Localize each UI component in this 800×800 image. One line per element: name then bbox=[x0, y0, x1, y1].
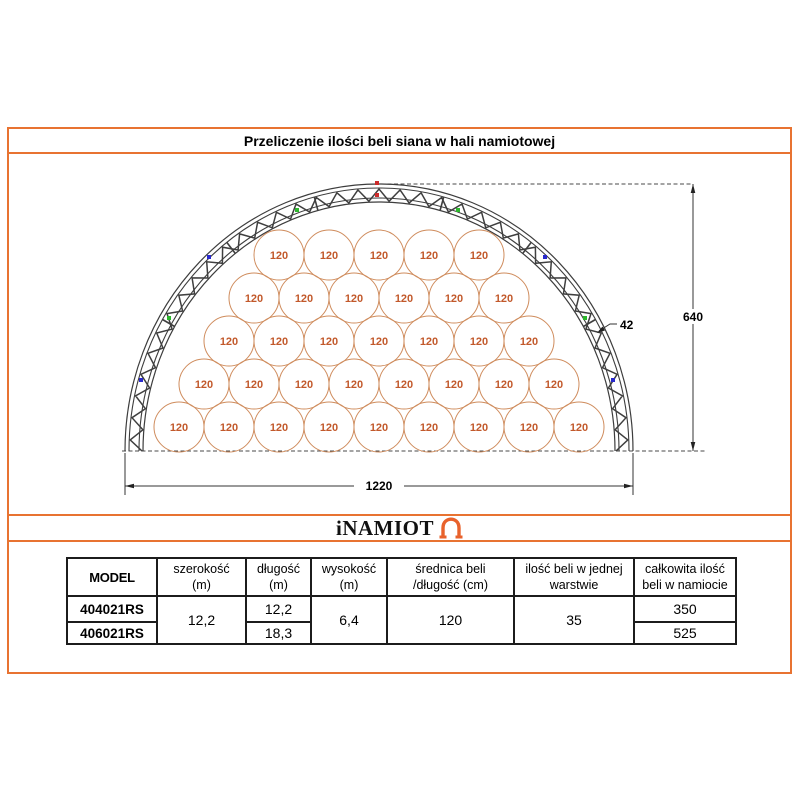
table-row bbox=[67, 596, 736, 622]
dimension-label: 1220 bbox=[365, 479, 393, 493]
truss-chord-arc bbox=[139, 198, 619, 451]
bale-diameter-label: 120 bbox=[244, 379, 264, 391]
bale-diameter-label: 120 bbox=[169, 422, 189, 434]
cell-model-406021RS: 406021RS bbox=[67, 622, 157, 644]
bale-diameter-label: 120 bbox=[494, 379, 514, 391]
cell-model-404021RS: 404021RS bbox=[67, 596, 157, 622]
bale-diameter-label: 120 bbox=[569, 422, 589, 434]
bale-diameter-label: 120 bbox=[369, 422, 389, 434]
bale-diameter-label: 120 bbox=[494, 293, 514, 305]
node-marker bbox=[375, 181, 379, 185]
bale-diameter-label: 120 bbox=[469, 422, 489, 434]
cell-calkowita-1: 350 bbox=[634, 596, 736, 622]
bale-diameter-label: 120 bbox=[394, 379, 414, 391]
bale-diameter-label: 120 bbox=[544, 379, 564, 391]
header-line: wysokość bbox=[321, 562, 377, 576]
content-frame bbox=[7, 127, 792, 674]
bale-diameter-label: 120 bbox=[419, 422, 439, 434]
header-line: (m) bbox=[192, 578, 211, 592]
header-line: warstwie bbox=[549, 578, 599, 592]
bale-diameter-label: 120 bbox=[219, 336, 239, 348]
cell-dlugosc-1: 12,2 bbox=[246, 596, 311, 622]
node-marker bbox=[543, 255, 547, 259]
bale-diameter-label: 120 bbox=[319, 336, 339, 348]
header-line: beli w namiocie bbox=[642, 578, 728, 592]
bale-diameter-label: 120 bbox=[319, 422, 339, 434]
bale-diameter-label: 120 bbox=[269, 422, 289, 434]
cell-wysokosc: 6,4 bbox=[311, 596, 387, 644]
cell-szerokosc: 12,2 bbox=[157, 596, 246, 644]
node-marker bbox=[375, 193, 379, 197]
col-header-calkowita bbox=[634, 558, 736, 596]
header-line: średnica beli bbox=[415, 562, 486, 576]
tent-arch-icon bbox=[439, 517, 463, 539]
truss-chord-arc bbox=[129, 188, 629, 451]
logo-band bbox=[9, 516, 790, 542]
header-line: (m) bbox=[269, 578, 288, 592]
node-marker bbox=[456, 208, 460, 212]
dimension-arrowhead bbox=[691, 442, 696, 451]
spec-table bbox=[66, 557, 737, 645]
bale-diameter-label: 120 bbox=[469, 336, 489, 348]
node-marker bbox=[139, 378, 143, 382]
cell-ilosc-warstwa: 35 bbox=[514, 596, 634, 644]
bale-diameter-label: 120 bbox=[244, 293, 264, 305]
col-header-szerokosc bbox=[157, 558, 246, 596]
header-line: (m) bbox=[339, 578, 359, 592]
cell-srednica: 120 bbox=[387, 596, 514, 644]
cell-calkowita-2: 525 bbox=[634, 622, 736, 644]
dimension-arrowhead bbox=[125, 484, 134, 489]
col-header-srednica bbox=[387, 558, 514, 596]
cell-dlugosc-2: 18,3 bbox=[246, 622, 311, 644]
dimension-label: 640 bbox=[682, 310, 704, 324]
dimension-arrowhead bbox=[691, 184, 696, 193]
bale-diameter-label: 120 bbox=[344, 379, 364, 391]
bale-diameter-label: 120 bbox=[519, 336, 539, 348]
bale-diameter-label: 120 bbox=[294, 293, 314, 305]
node-marker bbox=[611, 378, 615, 382]
bale-diameter-label: 120 bbox=[469, 250, 489, 262]
bale-diameter-label: 120 bbox=[269, 336, 289, 348]
bale-diameter-label: 120 bbox=[194, 379, 214, 391]
title-bar bbox=[9, 129, 790, 154]
bale-diameter-label: 120 bbox=[369, 250, 389, 262]
node-marker bbox=[167, 316, 171, 320]
bale-diameter-label: 120 bbox=[369, 336, 389, 348]
header-line: całkowita ilość bbox=[645, 562, 725, 576]
bale-diameter-label: 120 bbox=[344, 293, 364, 305]
node-marker bbox=[295, 208, 299, 212]
tent-cross-section-drawing bbox=[9, 154, 790, 516]
col-header-model: MODEL bbox=[67, 558, 157, 596]
bale-diameter-label: 120 bbox=[444, 379, 464, 391]
dimension-arrowhead bbox=[624, 484, 633, 489]
tent-drawing-svg bbox=[9, 154, 790, 514]
truss-chord-arc bbox=[125, 184, 633, 451]
logo-text: iNAMIOT bbox=[336, 516, 434, 540]
truss-chord-arc bbox=[143, 202, 615, 451]
col-header-dlugosc bbox=[246, 558, 311, 596]
bale-diameter-label: 120 bbox=[444, 293, 464, 305]
page-title: Przeliczenie ilości beli siana w hali namiotowej bbox=[243, 132, 556, 149]
bale-diameter-label: 120 bbox=[219, 422, 239, 434]
bale-diameter-label: 120 bbox=[319, 250, 339, 262]
header-line: ilość beli w jednej bbox=[525, 562, 623, 576]
header-line: /długość (cm) bbox=[412, 578, 489, 592]
spec-table-section bbox=[9, 542, 790, 672]
node-marker bbox=[583, 316, 587, 320]
header-line: długość bbox=[256, 562, 301, 576]
bale-diameter-label: 120 bbox=[419, 250, 439, 262]
header-line: szerokość bbox=[173, 562, 230, 576]
truss-web-zigzag bbox=[130, 189, 628, 451]
bale-diameter-label: 120 bbox=[419, 336, 439, 348]
bale-diameter-label: 120 bbox=[294, 379, 314, 391]
dimension-label: 42 bbox=[620, 318, 634, 332]
col-header-ilosc-warstwa bbox=[514, 558, 634, 596]
col-header-wysokosc bbox=[311, 558, 387, 596]
bale-diameter-label: 120 bbox=[519, 422, 539, 434]
bale-diameter-label: 120 bbox=[394, 293, 414, 305]
node-marker bbox=[207, 255, 211, 259]
bale-diameter-label: 120 bbox=[269, 250, 289, 262]
